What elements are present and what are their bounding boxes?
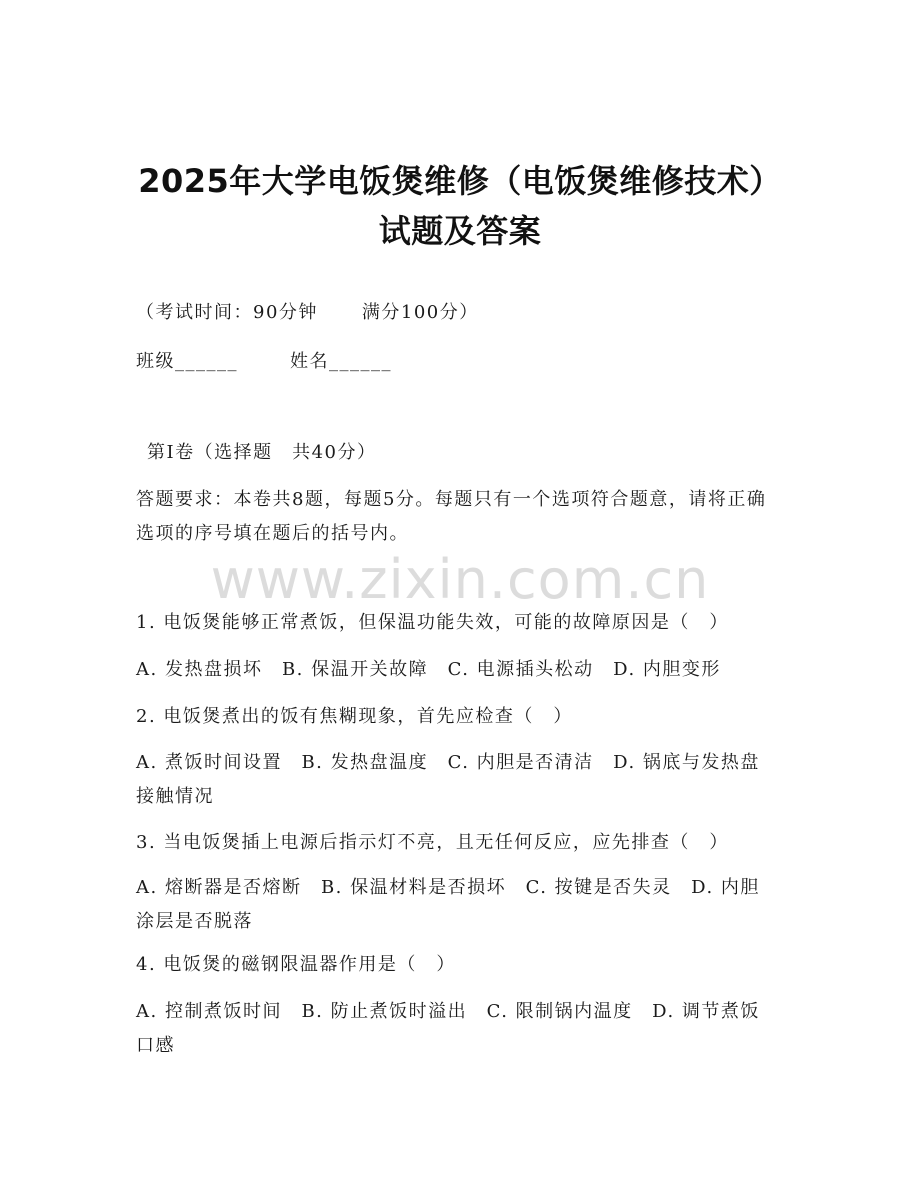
exam-time: （考试时间：90分钟 xyxy=(136,302,318,323)
class-field: 班级______ xyxy=(136,351,238,372)
name-field: 姓名______ xyxy=(290,351,392,372)
question-2-options: A. 煮饭时间设置 B. 发热盘温度 C. 内胆是否清洁 D. 锅底与发热盘接触情况 xyxy=(136,752,760,807)
section-heading: 第Ⅰ卷（选择题 共40分） xyxy=(147,442,377,463)
exam-full-score: 满分100分） xyxy=(361,302,479,323)
question-1-options: A. 发热盘损坏 B. 保温开关故障 C. 电源插头松动 D. 内胆变形 xyxy=(136,659,721,680)
question-4-options: A. 控制煮饭时间 B. 防止煮饭时溢出 C. 限制锅内温度 D. 调节煮饭口感 xyxy=(136,1001,760,1056)
page-subtitle: 试题及答案 xyxy=(378,212,542,250)
watermark: www.zixin.com.cn xyxy=(210,548,710,611)
question-1-stem: 1. 电饭煲能够正常煮饭，但保温功能失效，可能的故障原因是（ ） xyxy=(136,612,729,633)
question-3-options: A. 熔断器是否熔断 B. 保温材料是否损坏 C. 按键是否失灵 D. 内胆涂层是否脱落 xyxy=(136,877,760,932)
exam-info xyxy=(136,296,776,330)
question-4-stem: 4. 电饭煲的磁钢限温器作用是（ ） xyxy=(136,954,456,975)
page-title: 2025年大学电饭煲维修（电饭煲维修技术） xyxy=(138,162,782,200)
question-3-stem: 3. 当电饭煲插上电源后指示灯不亮，且无任何反应，应先排查（ ） xyxy=(136,832,729,853)
question-2-stem: 2. 电饭煲煮出的饭有焦糊现象，首先应检查（ ） xyxy=(136,706,573,727)
instructions: 答题要求：本卷共8题，每题5分。每题只有一个选项符合题意，请将正确选项的序号填在题后的括号内。 xyxy=(136,489,767,544)
student-fields xyxy=(136,345,776,379)
